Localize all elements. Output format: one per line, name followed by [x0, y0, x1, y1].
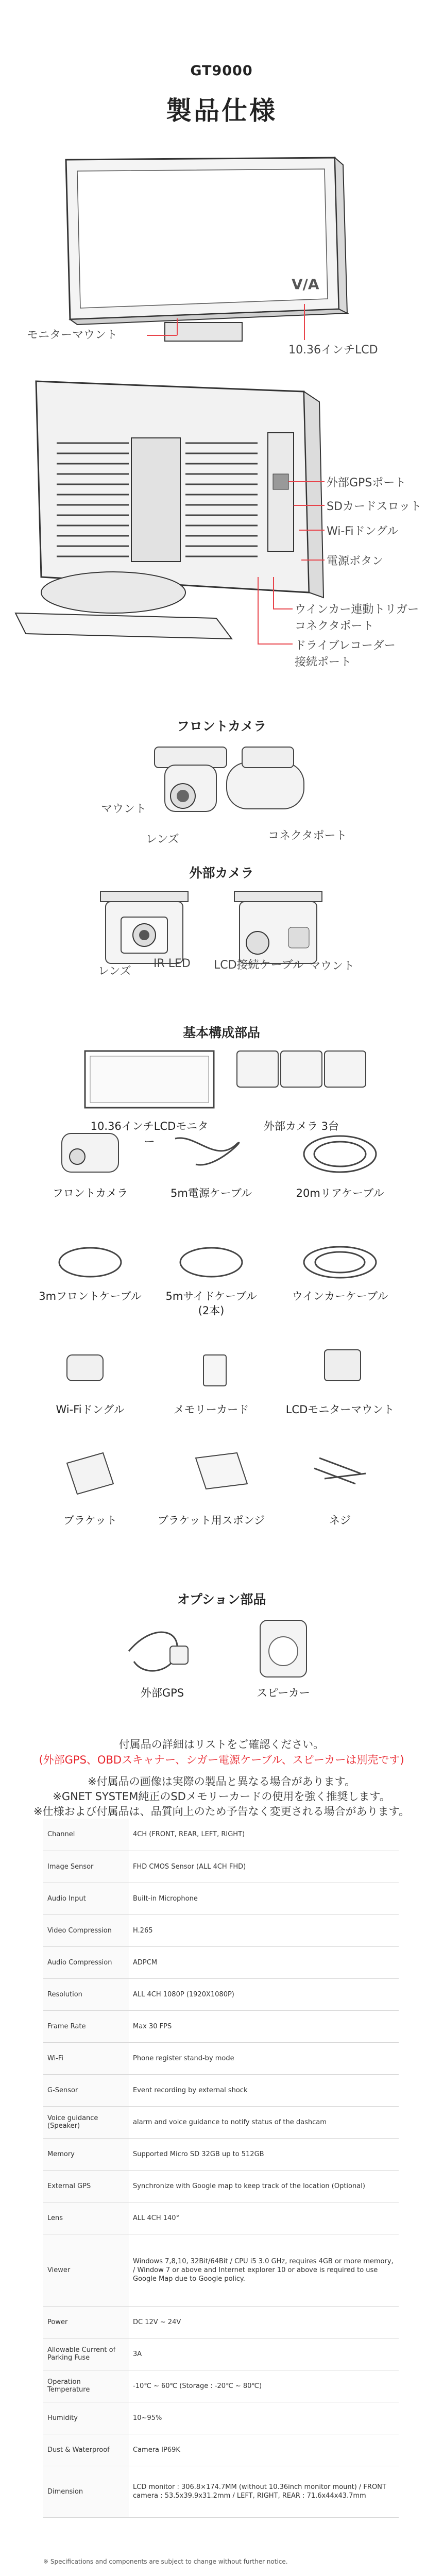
component-wifi-dongle: Wi-Fiドングル [56, 1403, 125, 1416]
spec-row [43, 1978, 399, 2010]
spec-footnote: ※ Specifications and components are subject to change without further notice. [43, 2558, 288, 2565]
spec-key: Video Compression [43, 1914, 129, 1946]
spec-row [43, 2306, 399, 2338]
model-name: GT9000 [190, 63, 253, 79]
callout-ec-cable: LCD接続ケーブル [214, 959, 304, 972]
spec-row [43, 1946, 399, 1978]
spec-key: Dust & Waterproof [43, 2434, 129, 2466]
spec-value: Phone register stand-by mode [129, 2042, 399, 2074]
callout-wifi-dongle: Wi-Fiドングル [327, 525, 399, 538]
callout-power-button: 電源ボタン [327, 555, 384, 568]
page-title: 製品仕様 [166, 96, 277, 126]
component-memory-card: メモリーカード [173, 1403, 249, 1416]
spec-key: Power [43, 2306, 129, 2338]
callout-ec-irled: IR LED [154, 957, 191, 970]
spec-key: Operation Temperature [43, 2370, 129, 2402]
front-camera-title: フロントカメラ [176, 719, 267, 734]
spec-row [43, 2338, 399, 2370]
spec-value: Camera IP69K [129, 2434, 399, 2466]
spec-value: LCD monitor : 306.8×174.7MM (without 10.36inch monitor mount) / FRONT camera : 53.5x39.9x31.2mm / LEFT, RIGHT, REAR : 71.6x44x43.7mm [129, 2466, 399, 2517]
spec-key: Humidity [43, 2402, 129, 2434]
spec-key: G-Sensor [43, 2074, 129, 2106]
spec-key: Image Sensor [43, 1851, 129, 1883]
spec-value: Synchronize with Google map to keep track of the location (Optional) [129, 2170, 399, 2202]
callout-lcd: 10.36インチLCD [288, 344, 378, 357]
spec-value: ADPCM [129, 1946, 399, 1978]
component-bracket-sponge: ブラケット用スポンジ [157, 1514, 265, 1527]
spec-row [43, 1883, 399, 1914]
spec-table [43, 1819, 399, 2518]
spec-value: Windows 7,8,10, 32Bit/64Bit / CPU i5 3.0 GHz, requires 4GB or more memory, / Window 7 or above and Internet explorer 10 or above is required to use Google Map due to Google policy. [129, 2234, 399, 2306]
spec-row [43, 2202, 399, 2234]
note-sd-card: ※GNET SYSTEM純正のSDメモリーカードの使用を強く推奨します。 [53, 1790, 390, 1803]
note-sold-separately: (外部GPS、OBDスキャナー、シガー電源ケーブル、スピーカーは別売です) [39, 1754, 404, 1766]
spec-value: 3A [129, 2338, 399, 2370]
spec-value: DC 12V ~ 24V [129, 2306, 399, 2338]
component-blinker-cable: ウインカーケーブル [292, 1290, 388, 1302]
spec-key: Allowable Current of Parking Fuse [43, 2338, 129, 2370]
spec-row [43, 2042, 399, 2074]
component-side-cable-count: (2本) [198, 1304, 225, 1317]
callout-dashcam-label: ドライブレコーダー [295, 639, 396, 652]
spec-row [43, 2402, 399, 2434]
component-power-cable: 5m電源ケーブル [171, 1187, 252, 1199]
spec-value: Built-in Microphone [129, 1883, 399, 1914]
callout-dashcam-port: 接続ポート [295, 656, 352, 669]
spec-value: 10~95% [129, 2402, 399, 2434]
spec-key: Resolution [43, 1978, 129, 2010]
spec-key: Memory [43, 2138, 129, 2170]
spec-value: H.265 [129, 1914, 399, 1946]
callout-connector-port: コネクタポート [295, 620, 374, 633]
callout-monitor-mount: モニターマウント [27, 329, 118, 342]
component-side-cable: 5mサイドケーブル [165, 1290, 257, 1302]
spec-row [43, 2106, 399, 2138]
external-camera-title: 外部カメラ [189, 866, 254, 880]
spec-value: -10℃ ~ 60℃ (Storage : -20℃ ~ 80℃) [129, 2370, 399, 2402]
callout-fc-lens: レンズ [146, 833, 179, 846]
component-monitor-mount: LCDモニターマウント [285, 1403, 395, 1416]
component-external-cameras: 外部カメラ 3台 [263, 1120, 339, 1132]
spec-key: Audio Compression [43, 1946, 129, 1978]
note-accessory-list: 付属品の詳細はリストをご確認ください。 [118, 1738, 325, 1751]
component-lcd-monitor: 10.36インチLCDモニター [90, 1120, 209, 1148]
component-front-camera: フロントカメラ [52, 1187, 128, 1199]
callout-fc-connector: コネクタポート [268, 829, 347, 842]
options-title: オプション部品 [177, 1592, 266, 1607]
spec-value: Event recording by external shock [129, 2074, 399, 2106]
spec-value: Max 30 FPS [129, 2010, 399, 2042]
note-image-disclaimer: ※付属品の画像は実際の製品と異なる場合があります。 [88, 1775, 355, 1788]
callout-sd-slot: SDカードスロット [327, 500, 422, 513]
option-speaker: スピーカー [257, 1687, 310, 1699]
spec-key: Viewer [43, 2234, 129, 2306]
callout-ec-mount: マウント [309, 960, 355, 973]
spec-key: Audio Input [43, 1883, 129, 1914]
component-screws: ネジ [329, 1514, 351, 1527]
component-front-cable: 3mフロントケーブル [39, 1290, 142, 1302]
note-spec-change: ※仕様および付属品は、品質向上のため予告なく変更される場合があります。 [33, 1805, 410, 1818]
spec-key: Wi-Fi [43, 2042, 129, 2074]
spec-key: Frame Rate [43, 2010, 129, 2042]
callout-trigger-label: ウインカー連動トリガー [295, 603, 419, 616]
front-camera-illustration [0, 737, 443, 845]
spec-row [43, 2010, 399, 2042]
callout-fc-mount: マウント [101, 803, 147, 816]
spec-row [43, 1851, 399, 1883]
spec-value: ALL 4CH 1080P (1920X1080P) [129, 1978, 399, 2010]
spec-value: alarm and voice guidance to notify status of the dashcam [129, 2106, 399, 2138]
spec-row [43, 2074, 399, 2106]
spec-value: ALL 4CH 140° [129, 2202, 399, 2234]
callout-gps-port: 外部GPSポート [327, 477, 406, 489]
spec-key: Channel [43, 1819, 129, 1851]
component-rear-cable: 20mリアケーブル [296, 1187, 384, 1199]
spec-row [43, 1819, 399, 1851]
spec-key: Dimension [43, 2466, 129, 2517]
component-bracket: ブラケット [63, 1514, 117, 1527]
spec-row [43, 2170, 399, 2202]
callout-ec-lens: レンズ [98, 965, 131, 978]
spec-row [43, 2370, 399, 2402]
spec-value: Supported Micro SD 32GB up to 512GB [129, 2138, 399, 2170]
spec-key: Lens [43, 2202, 129, 2234]
spec-row [43, 2466, 399, 2517]
spec-key: Voice guidance (Speaker) [43, 2106, 129, 2138]
option-external-gps: 外部GPS [140, 1687, 184, 1699]
spec-value: FHD CMOS Sensor (ALL 4CH FHD) [129, 1851, 399, 1883]
spec-value: 4CH (FRONT, REAR, LEFT, RIGHT) [129, 1819, 399, 1851]
components-title: 基本構成部品 [182, 1025, 260, 1040]
spec-key: External GPS [43, 2170, 129, 2202]
spec-row [43, 2234, 399, 2306]
spec-row [43, 1914, 399, 1946]
spec-row [43, 2138, 399, 2170]
spec-row [43, 2434, 399, 2466]
options-illustrations [0, 1610, 443, 1692]
monitor-logo: V/A [292, 276, 319, 293]
